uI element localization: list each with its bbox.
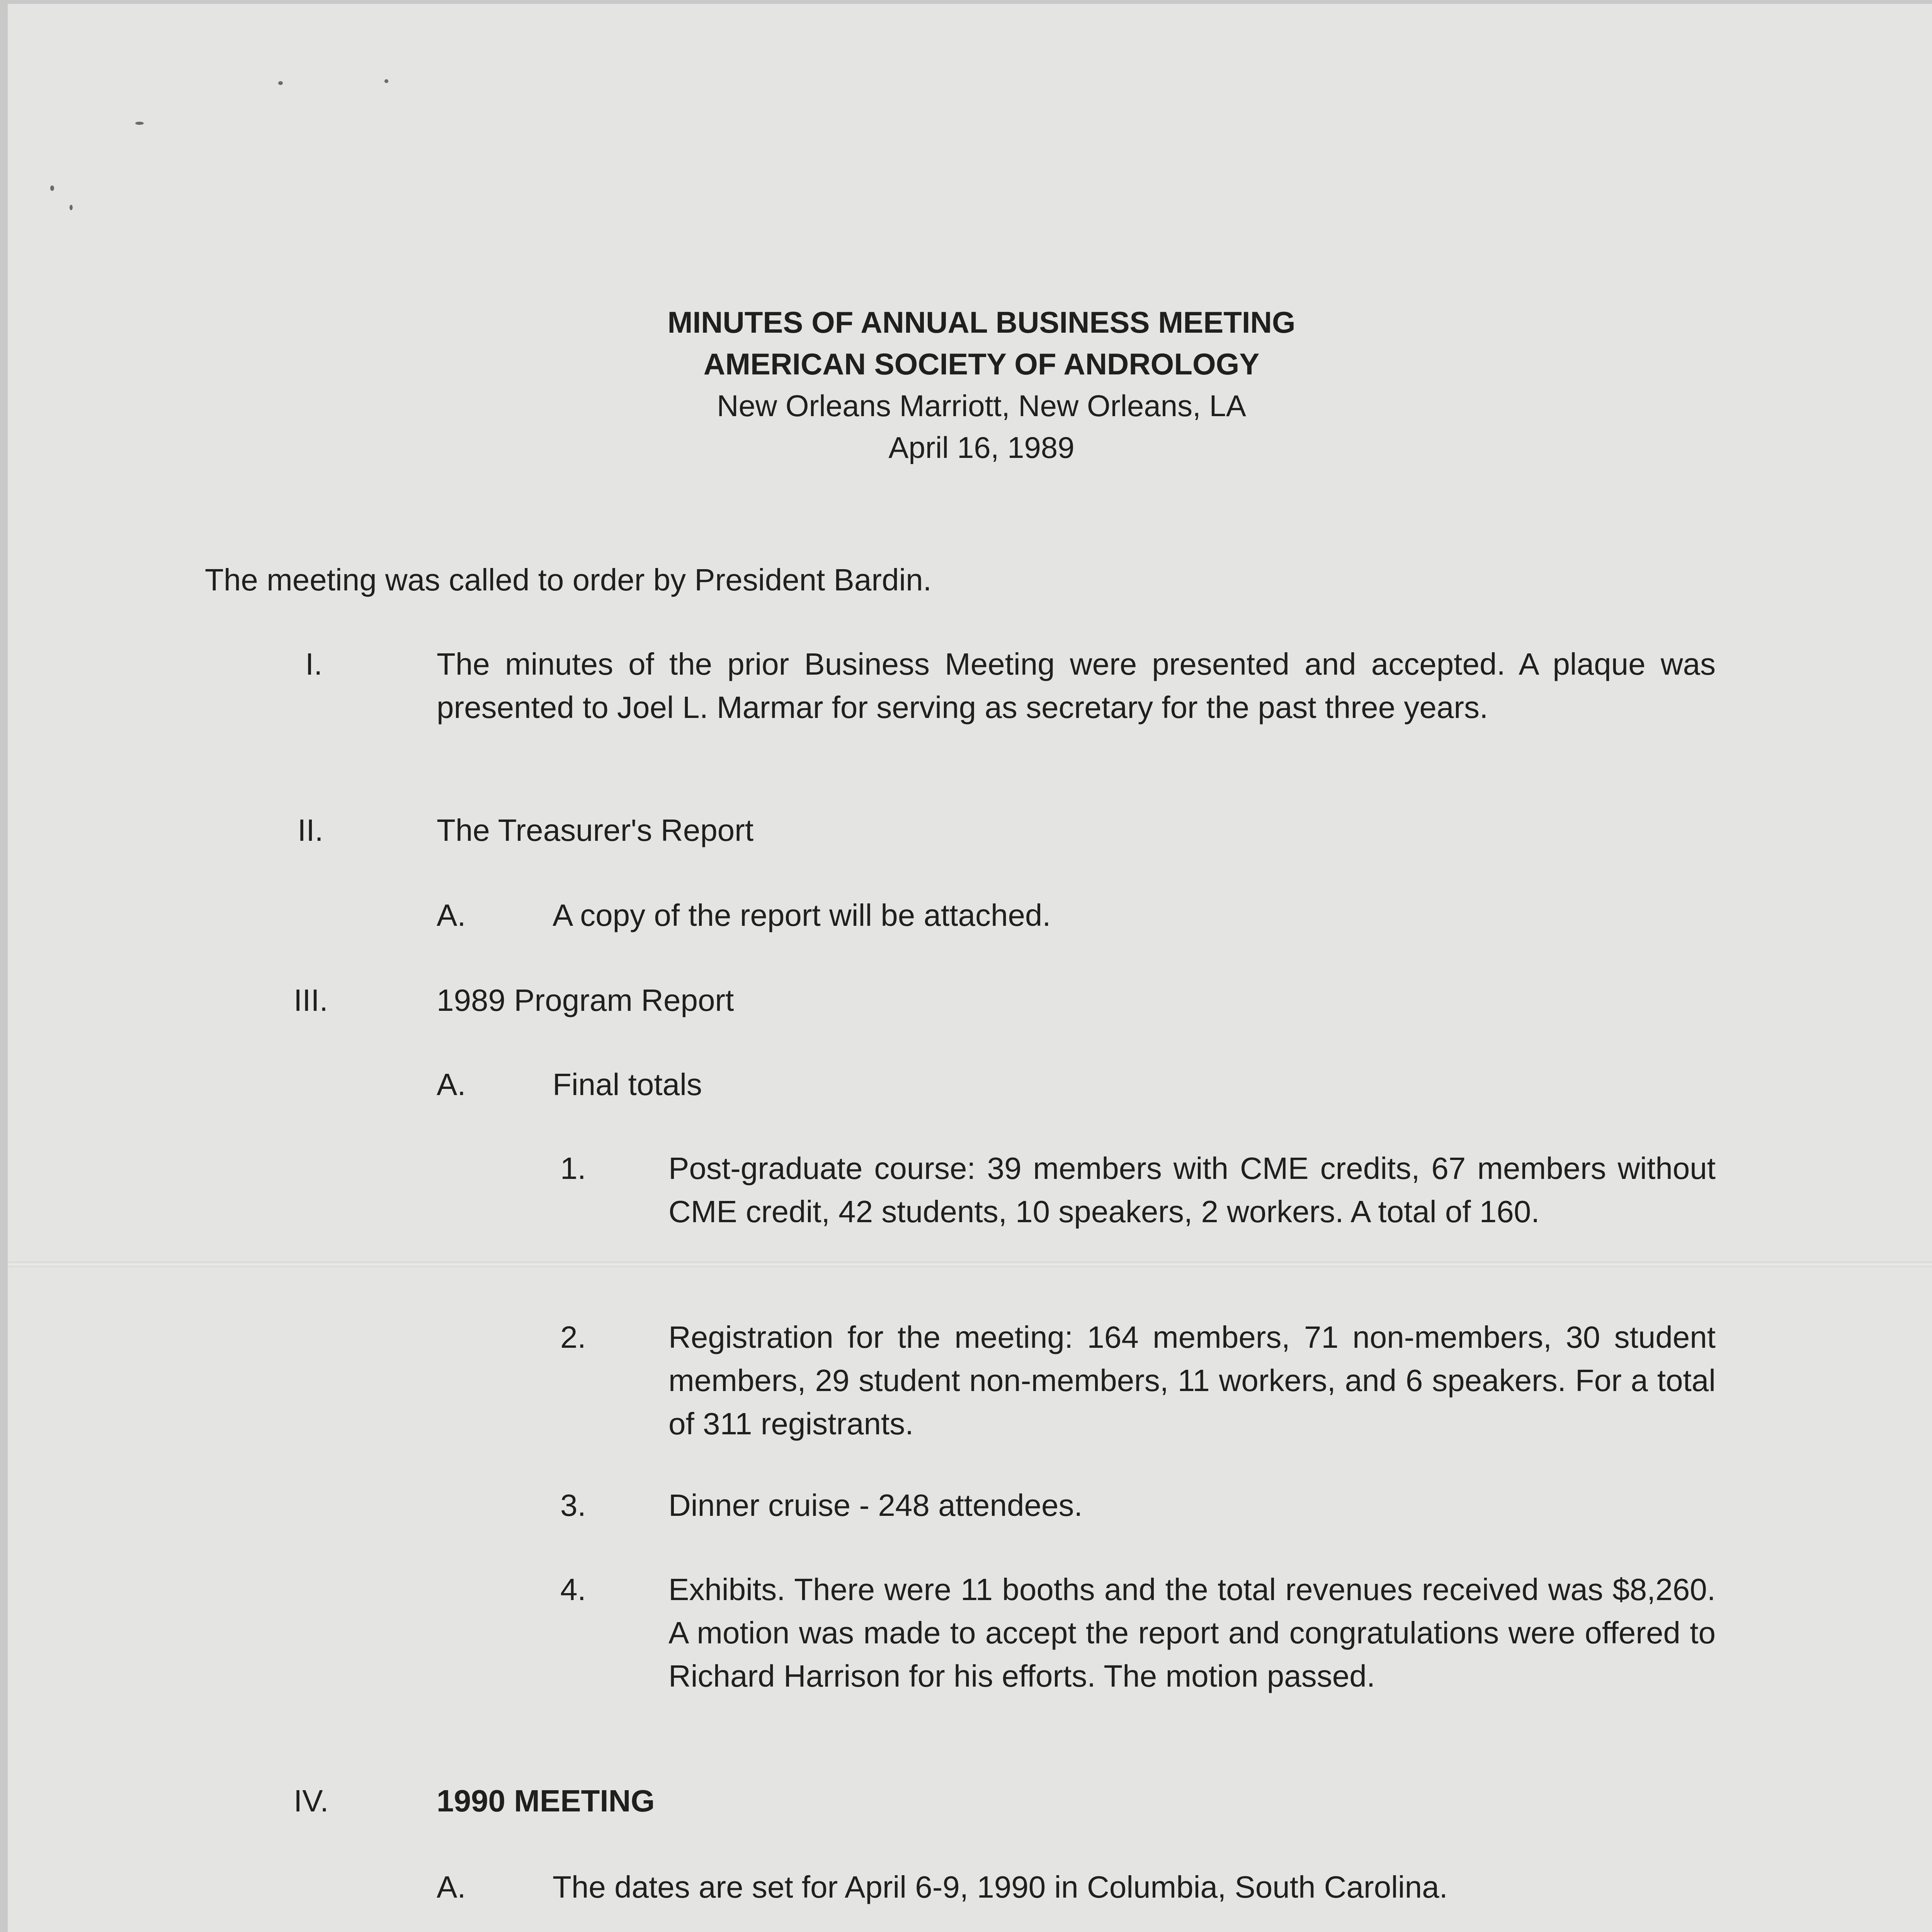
section-3a-item-3-text: Dinner cruise - 248 attendees. <box>668 1488 1083 1522</box>
paper-speck <box>135 122 144 125</box>
paper-fold-line <box>8 1262 1932 1267</box>
intro-paragraph: The meeting was called to order by President Bardin. <box>205 563 932 597</box>
section-4a-text: The dates are set for April 6-9, 1990 in Columbia, South Carolina. <box>553 1870 1448 1904</box>
document-page <box>8 4 1932 1932</box>
section-3a-item-4-label: 4. <box>560 1572 586 1607</box>
section-4-title: 1990 MEETING <box>437 1784 655 1818</box>
document-header <box>8 301 1932 468</box>
section-2a-label: A. <box>437 898 466 932</box>
section-3a-label: A. <box>437 1067 466 1102</box>
section-4-numeral: IV. <box>294 1784 329 1818</box>
meeting-date: April 16, 1989 <box>888 430 1075 464</box>
section-3a-text: Final totals <box>553 1067 702 1102</box>
paper-speck <box>70 205 73 210</box>
paper-speck <box>50 185 54 191</box>
section-3a-item-2-label: 2. <box>560 1320 586 1354</box>
paper-speck <box>278 81 283 85</box>
section-3a-item-1-label: 1. <box>560 1151 586 1185</box>
section-3-numeral: III. <box>294 983 328 1017</box>
section-1-numeral: I. <box>305 647 323 681</box>
section-4a-label: A. <box>437 1870 466 1904</box>
title-line-1: MINUTES OF ANNUAL BUSINESS MEETING <box>667 305 1296 339</box>
section-3a-item-1-text: Post-graduate course: 39 members with CME credits, 67 members without CME credit, 42 students, 10 speakers, 2 workers. A total of 160. <box>668 1151 1716 1229</box>
section-3-title: 1989 Program Report <box>437 983 734 1017</box>
paper-speck <box>384 79 388 83</box>
section-2-title: The Treasurer's Report <box>437 813 754 847</box>
section-3a-item-3-label: 3. <box>560 1488 586 1522</box>
section-2-numeral: II. <box>298 813 323 847</box>
section-3a-item-2-text: Registration for the meeting: 164 members, 71 non-members, 30 student members, 29 student non-members, 11 workers, and 6 speakers. For a total of 311 registrants. <box>668 1320 1716 1441</box>
meeting-location: New Orleans Marriott, New Orleans, LA <box>717 389 1246 423</box>
section-3a-item-4-text: Exhibits. There were 11 booths and the total revenues received was $8,260. A motion was made to accept the report and congratulations were offered to Richard Harrison for his efforts. The motion passed. <box>668 1572 1716 1693</box>
section-1-text: The minutes of the prior Business Meeting were presented and accepted. A plaque was presented to Joel L. Marmar for serving as secretary for the past three years. <box>437 647 1716 724</box>
section-2a-text: A copy of the report will be attached. <box>553 898 1051 932</box>
title-line-2: AMERICAN SOCIETY OF ANDROLOGY <box>703 347 1260 381</box>
